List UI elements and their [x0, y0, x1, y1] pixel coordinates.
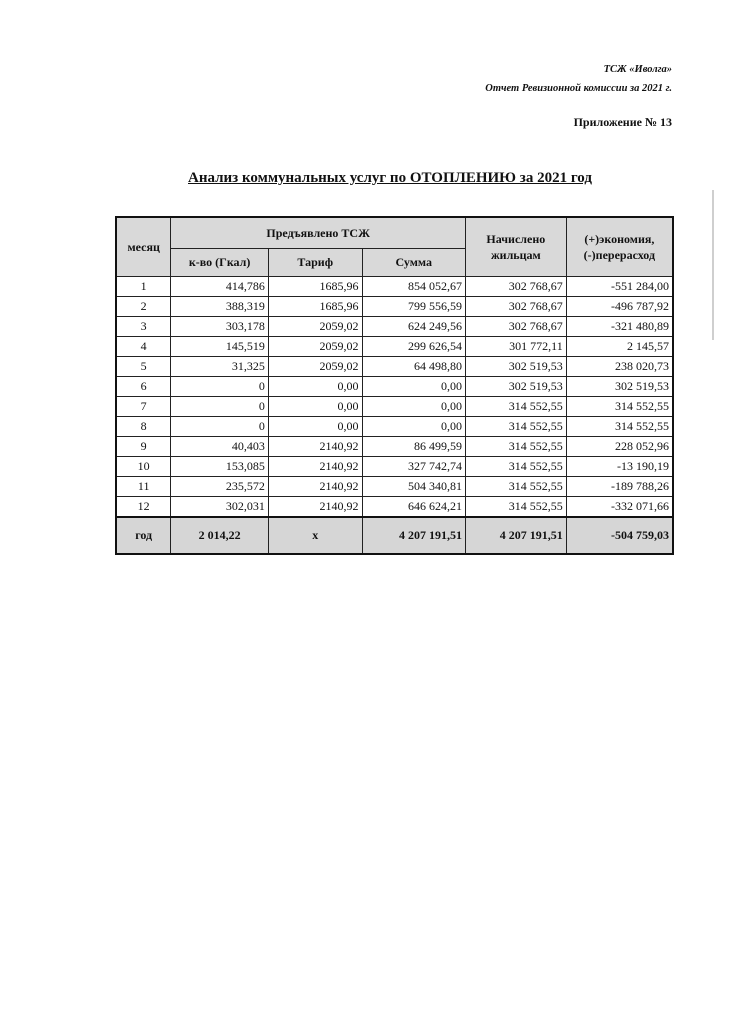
cell-charged: 302 519,53 [466, 377, 567, 397]
header-tariff: Тариф [268, 249, 362, 277]
table-row [116, 397, 673, 417]
appendix-number: Приложение № 13 [573, 115, 672, 129]
table-row [116, 297, 673, 317]
cell-sum: 86 499,59 [362, 437, 465, 457]
cell-tariff: 2140,92 [268, 457, 362, 477]
cell-tariff: 2140,92 [268, 437, 362, 457]
cell-balance: -321 480,89 [566, 317, 673, 337]
cell-qty: 302,031 [171, 497, 269, 518]
cell-qty: 0 [171, 377, 269, 397]
document-title: Анализ коммунальных услуг по ОТОПЛЕНИЮ за 2021 год [188, 170, 592, 186]
cell-qty: 235,572 [171, 477, 269, 497]
cell-balance: -332 071,66 [566, 497, 673, 518]
cell-sum: 0,00 [362, 377, 465, 397]
table-total-row [116, 517, 673, 554]
header-month: месяц [116, 217, 171, 277]
cell-month: 10 [116, 457, 171, 477]
table-row [116, 277, 673, 297]
heating-analysis-table [115, 216, 674, 555]
cell-balance: -189 788,26 [566, 477, 673, 497]
cell-qty: 153,085 [171, 457, 269, 477]
cell-qty: 414,786 [171, 277, 269, 297]
cell-charged: 314 552,55 [466, 417, 567, 437]
cell-sum: 624 249,56 [362, 317, 465, 337]
header-presented-group: Предъявлено ТСЖ [171, 217, 466, 249]
cell-sum: 299 626,54 [362, 337, 465, 357]
table-row [116, 317, 673, 337]
cell-balance: 2 145,57 [566, 337, 673, 357]
cell-charged: 301 772,11 [466, 337, 567, 357]
total-balance: -504 759,03 [566, 517, 673, 554]
cell-sum: 327 742,74 [362, 457, 465, 477]
cell-tariff: 0,00 [268, 417, 362, 437]
org-name: ТСЖ «Иволга» [603, 64, 672, 75]
table-row [116, 437, 673, 457]
cell-charged: 314 552,55 [466, 497, 567, 518]
total-sum: 4 207 191,51 [362, 517, 465, 554]
cell-sum: 0,00 [362, 417, 465, 437]
scan-edge-mark [712, 190, 714, 340]
cell-sum: 0,00 [362, 397, 465, 417]
cell-balance: 314 552,55 [566, 417, 673, 437]
cell-month: 2 [116, 297, 171, 317]
cell-qty: 31,325 [171, 357, 269, 377]
cell-tariff: 0,00 [268, 377, 362, 397]
cell-charged: 302 768,67 [466, 277, 567, 297]
cell-month: 8 [116, 417, 171, 437]
table-row [116, 357, 673, 377]
table-row [116, 497, 673, 518]
cell-qty: 388,319 [171, 297, 269, 317]
cell-tariff: 2140,92 [268, 497, 362, 518]
cell-tariff: 1685,96 [268, 277, 362, 297]
report-name: Отчет Ревизионной комиссии за 2021 г. [485, 83, 672, 94]
cell-qty: 0 [171, 417, 269, 437]
cell-balance: 314 552,55 [566, 397, 673, 417]
cell-month: 3 [116, 317, 171, 337]
total-month: год [116, 517, 171, 554]
cell-charged: 314 552,55 [466, 477, 567, 497]
cell-balance: 302 519,53 [566, 377, 673, 397]
cell-month: 9 [116, 437, 171, 457]
cell-tariff: 0,00 [268, 397, 362, 417]
cell-balance: 228 052,96 [566, 437, 673, 457]
cell-tariff: 2140,92 [268, 477, 362, 497]
cell-charged: 302 519,53 [466, 357, 567, 377]
header-sum: Сумма [362, 249, 465, 277]
table-row [116, 337, 673, 357]
cell-charged: 314 552,55 [466, 437, 567, 457]
cell-charged: 302 768,67 [466, 317, 567, 337]
cell-month: 6 [116, 377, 171, 397]
cell-charged: 314 552,55 [466, 397, 567, 417]
cell-qty: 303,178 [171, 317, 269, 337]
cell-tariff: 2059,02 [268, 337, 362, 357]
cell-month: 11 [116, 477, 171, 497]
cell-sum: 799 556,59 [362, 297, 465, 317]
cell-charged: 314 552,55 [466, 457, 567, 477]
cell-tariff: 2059,02 [268, 357, 362, 377]
total-tariff: х [268, 517, 362, 554]
cell-month: 5 [116, 357, 171, 377]
cell-sum: 646 624,21 [362, 497, 465, 518]
total-charged: 4 207 191,51 [466, 517, 567, 554]
header-balance: (+)экономия, (-)перерасход [566, 217, 673, 277]
cell-balance: 238 020,73 [566, 357, 673, 377]
cell-qty: 0 [171, 397, 269, 417]
cell-sum: 64 498,80 [362, 357, 465, 377]
cell-tariff: 2059,02 [268, 317, 362, 337]
cell-qty: 40,403 [171, 437, 269, 457]
cell-month: 7 [116, 397, 171, 417]
cell-month: 12 [116, 497, 171, 518]
table-header-row [116, 217, 673, 249]
header-quantity: к-во (Гкал) [171, 249, 269, 277]
cell-sum: 854 052,67 [362, 277, 465, 297]
table-row [116, 377, 673, 397]
table-row [116, 457, 673, 477]
cell-balance: -496 787,92 [566, 297, 673, 317]
cell-charged: 302 768,67 [466, 297, 567, 317]
total-qty: 2 014,22 [171, 517, 269, 554]
cell-sum: 504 340,81 [362, 477, 465, 497]
cell-month: 4 [116, 337, 171, 357]
cell-qty: 145,519 [171, 337, 269, 357]
cell-balance: -551 284,00 [566, 277, 673, 297]
table-row [116, 477, 673, 497]
cell-tariff: 1685,96 [268, 297, 362, 317]
header-charged: Начислено жильцам [466, 217, 567, 277]
table-row [116, 417, 673, 437]
cell-balance: -13 190,19 [566, 457, 673, 477]
cell-month: 1 [116, 277, 171, 297]
